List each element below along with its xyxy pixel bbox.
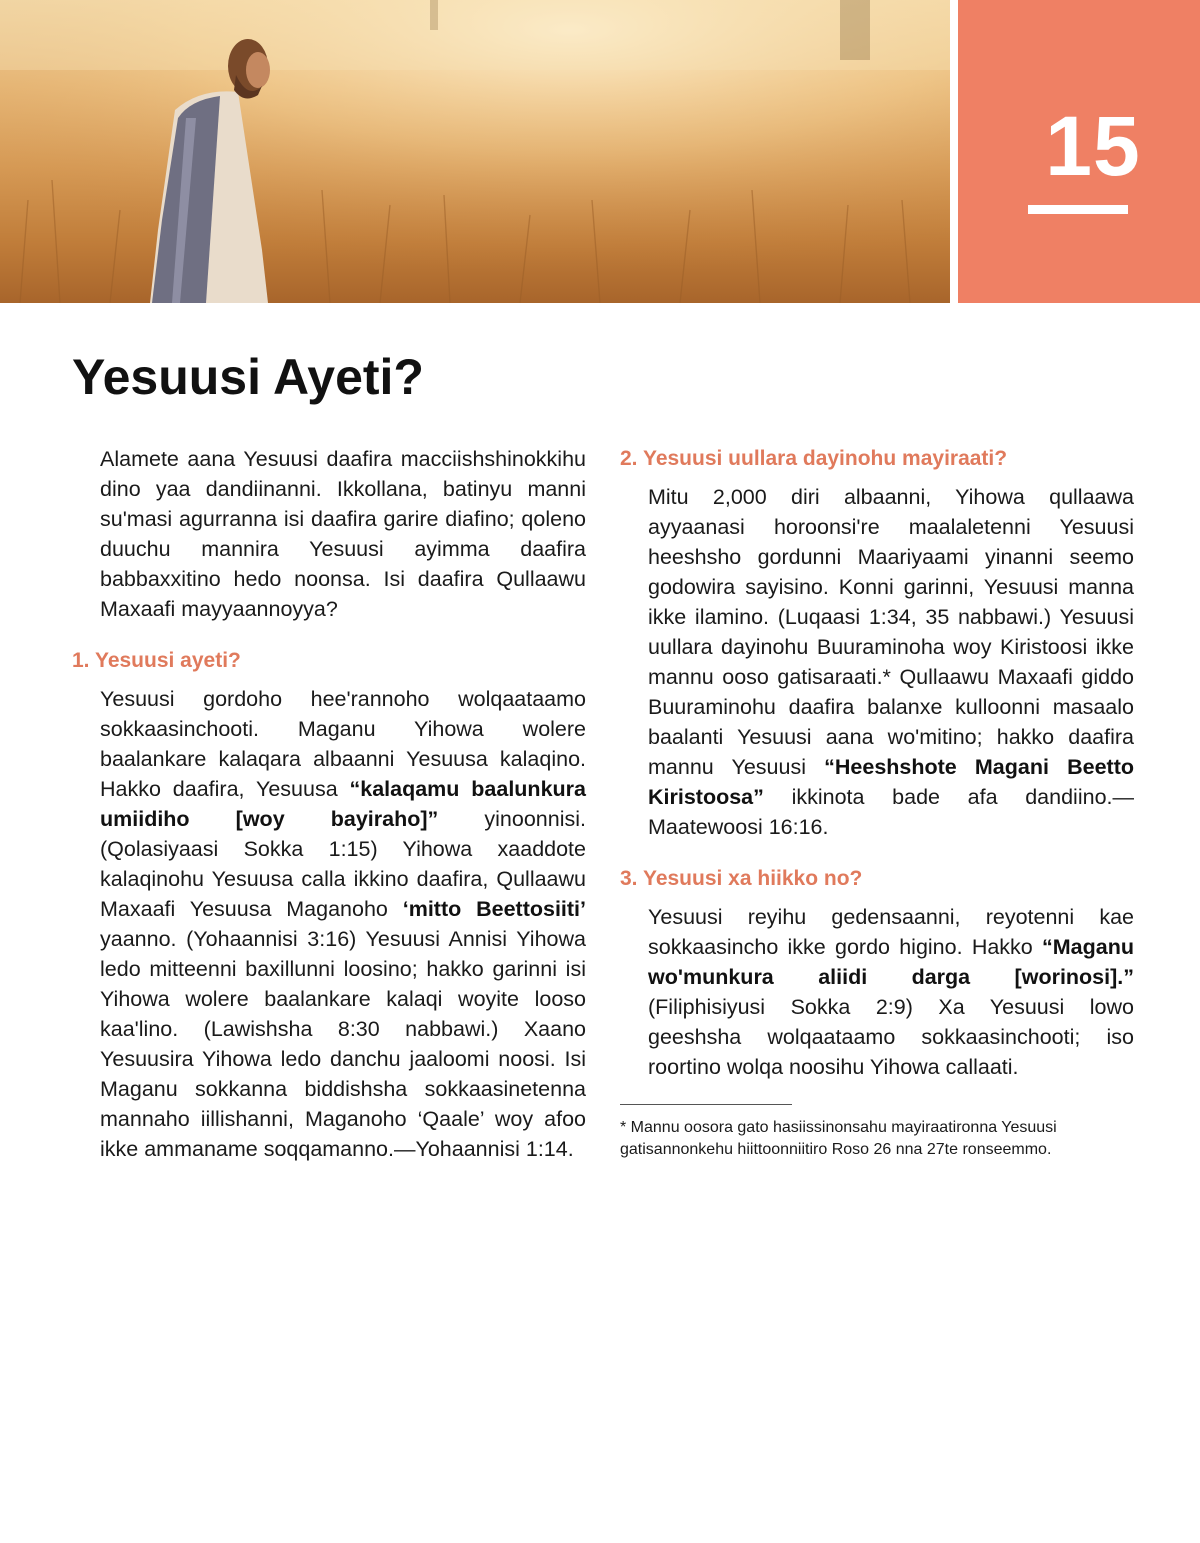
lesson-number: 15 — [1045, 99, 1141, 193]
bold-quote: “Heeshshote Magani Beetto Kiristoosa” — [648, 755, 1134, 809]
answer-text: Yesuusi gordoho hee'rannoho wolqaataamo sokkaasinchooti. Maganu Yihowa wolere baalankare kalaqara albaanni Yesuusa kalaqino. Hakko daafira, Yesuusa — [100, 687, 586, 801]
lesson-badge — [958, 0, 1200, 303]
answer-text: ikkinota bade afa dandiino.—Maatewoosi 16:16. — [648, 785, 1134, 839]
answer-text: (Filiphisiyusi Sokka 2:9) Xa Yesuusi lowo geeshsha wolqaataamo sokkaasinchooti; iso roortino wolqa noosihu Yihowa callaati. — [648, 995, 1134, 1079]
bold-quote: “kalaqamu baalunkura umiidiho [woy bayiraho]” — [100, 777, 586, 831]
footnote: * Mannu oosora gato hasiissinonsahu mayiraatironna Yesuusi gatisannonkehu hiittoonniitiro Roso 26 nna 27te ronseemmo. — [620, 1119, 1057, 1158]
badge-underline — [1028, 205, 1128, 214]
answer-text: Mitu 2,000 diri albaanni, Yihowa qullaawa ayyaanasi horoonsi're maalaletenni Yesuusi heeshsho gordunni Maariyaami yinanni seemo godowira sayisino. Konni garinni, Yesuusi manna ikke ilamino. (Luqaasi 1:34, 35 nabbawi.) Yesuusi uullara dayinohu Buuraminoha woy Kiristoosi ikke mannu ooso gatisaraati.* Qullaawu Maxaafi giddo Buuraminohu daafira balanxe kulloonni masaalo baalanti Yesuusi aana wo'mitino; hakko daafira mannu Yesuusi — [648, 485, 1134, 779]
question-1-answer — [100, 684, 586, 1164]
page-title: Yesuusi Ayeti? — [72, 349, 424, 405]
right-column — [620, 444, 1134, 1161]
question-2-heading: 2. Yesuusi uullara dayinohu mayiraati? — [620, 447, 1008, 470]
footnote-divider — [620, 1104, 792, 1105]
answer-text: yaanno. (Yohaannisi 3:16) Yesuusi Annisi Yihowa ledo mitteenni baxillunni loosino; hakko garinni isi Yihowa wolere baalankare kalaqi woyite looso kaa'lino. (Lawishsha 8:30 nabbawi.) Xaano Yesuusira Yihowa ledo danchu jaaloomi noosi. Isi Maganu sokkanna biddishsha sokkaasinetenna mannaho iillishanni, Maganoho ‘Qaale’ woy afoo ikke ammaname soqqamanno.—Yohaannisi 1:14. — [100, 927, 586, 1161]
question-3-heading: 3. Yesuusi xa hiikko no? — [620, 867, 863, 890]
intro-paragraph: Alamete aana Yesuusi daafira macciishshinokkihu dino yaa dandiinanni. Ikkollana, batinyu manni su'masi agurranna isi daafira garire diafino; qoleno duuchu mannira Yesuusi ayimma daafira babbaxxitino hedo noonsa. Isi daafira Qullaawu Maxaafi mayyaannoyya? — [100, 447, 586, 621]
field-illustration — [0, 0, 950, 303]
bold-quote: ‘mitto Beettosiiti’ — [402, 897, 586, 921]
left-column — [72, 444, 586, 1186]
question-1-heading: 1. Yesuusi ayeti? — [72, 649, 241, 672]
hero-image — [0, 0, 950, 303]
answer-text: Yesuusi reyihu gedensaanni, reyotenni kae sokkaasincho ikke gordo higino. Hakko — [648, 905, 1134, 959]
question-2-answer — [648, 482, 1134, 842]
bold-quote: “Maganu wo'munkura aliidi darga [worinosi].” — [648, 935, 1134, 989]
answer-text: yinoonnisi. (Qolasiyaasi Sokka 1:15) Yihowa xaaddote kalaqinohu Yesuusa calla ikkino daafira, Qullaawu Maxaafi Yesuusa Maganoho — [100, 807, 586, 921]
question-3-answer — [648, 902, 1134, 1082]
